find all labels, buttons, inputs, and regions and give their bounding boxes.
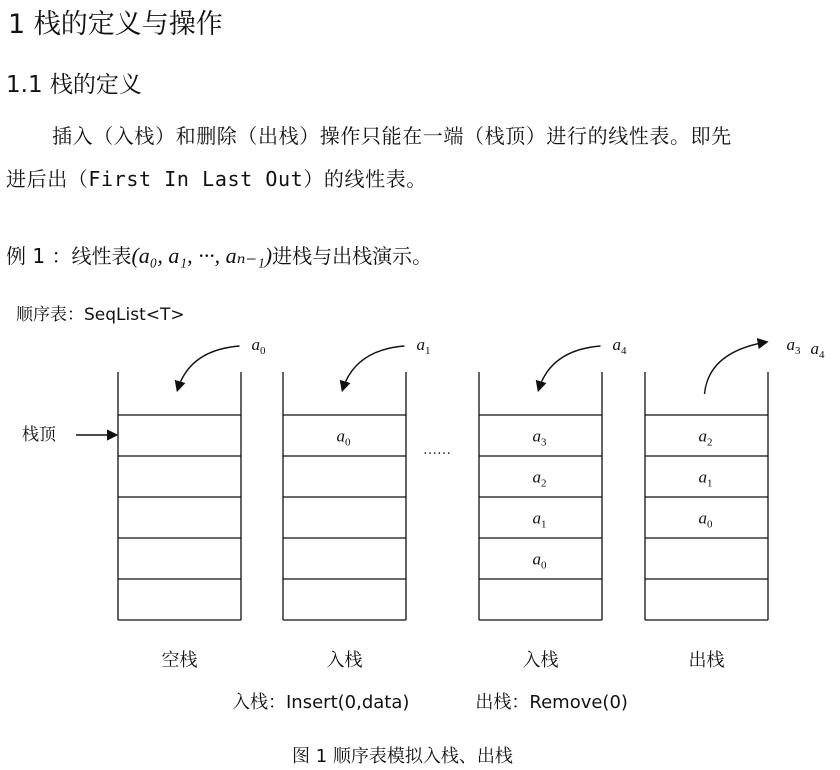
section-heading: 1 栈的定义与操作 <box>8 9 223 40</box>
stack-caption: 入栈 <box>522 650 559 671</box>
push-arrow <box>178 346 240 390</box>
subsection-heading: 1.1 栈的定义 <box>6 72 142 98</box>
operations-line <box>232 688 628 714</box>
stack-caption: 出栈 <box>688 650 725 671</box>
stack-2 <box>283 335 431 671</box>
push-operation: 入栈：Insert(0,data) <box>232 692 410 713</box>
stack-1 <box>118 335 266 671</box>
stack-diagram <box>0 330 840 680</box>
pop-arrow <box>705 342 767 394</box>
stack-caption: 空栈 <box>161 650 198 671</box>
definition-paragraph-line2 <box>6 163 427 192</box>
stack-caption: 入栈 <box>326 650 363 671</box>
ellipsis: …… <box>423 442 451 458</box>
stack-cell-value: $a_0$ <box>698 508 713 531</box>
pop-operation: 出栈：Remove(0) <box>475 692 628 713</box>
stack-cell-value: $a_0$ <box>336 426 351 449</box>
stack-cell-value: $a_1$ <box>698 467 713 490</box>
stack-top-label: 栈顶 <box>22 425 56 445</box>
example-suffix: 进栈与出栈演示。 <box>272 244 433 268</box>
arrow-element-label: $a_1$ <box>416 335 431 357</box>
push-arrow <box>539 346 601 390</box>
arrow-element-label: $a_4$ <box>612 335 627 357</box>
stack-cell-value: $a_1$ <box>532 508 547 531</box>
definition-paragraph-line1: 插入（入栈）和删除（出栈）操作只能在一端（栈顶）进行的线性表。即先 <box>52 124 732 148</box>
stack-cell-value: $a_2$ <box>532 467 547 490</box>
example-line <box>6 240 432 269</box>
figure-caption: 图 1 顺序表模拟入栈、出栈 <box>292 746 513 767</box>
paragraph-prefix: 进后出（ <box>6 167 89 191</box>
stack-cell-value: $a_3$ <box>532 426 547 449</box>
arrow-element-label: $a_3$ $a_4$ <box>786 335 825 361</box>
arrow-element-label: $a_0$ <box>251 335 266 357</box>
stack-4 <box>645 335 825 671</box>
stack-3 <box>479 335 627 671</box>
push-arrow <box>343 346 405 390</box>
example-formula: (a₀, a₁, ···, aₙ₋₁) <box>131 243 273 268</box>
paragraph-suffix: ）的线性表。 <box>303 167 427 191</box>
stack-cell-value: $a_0$ <box>532 549 547 572</box>
filo-english: First In Last Out <box>88 167 304 191</box>
seqlist-label: 顺序表：SeqList<T> <box>16 305 185 325</box>
example-prefix: 例 1 ：线性表 <box>6 244 132 268</box>
stack-cell-value: $a_2$ <box>698 426 713 449</box>
